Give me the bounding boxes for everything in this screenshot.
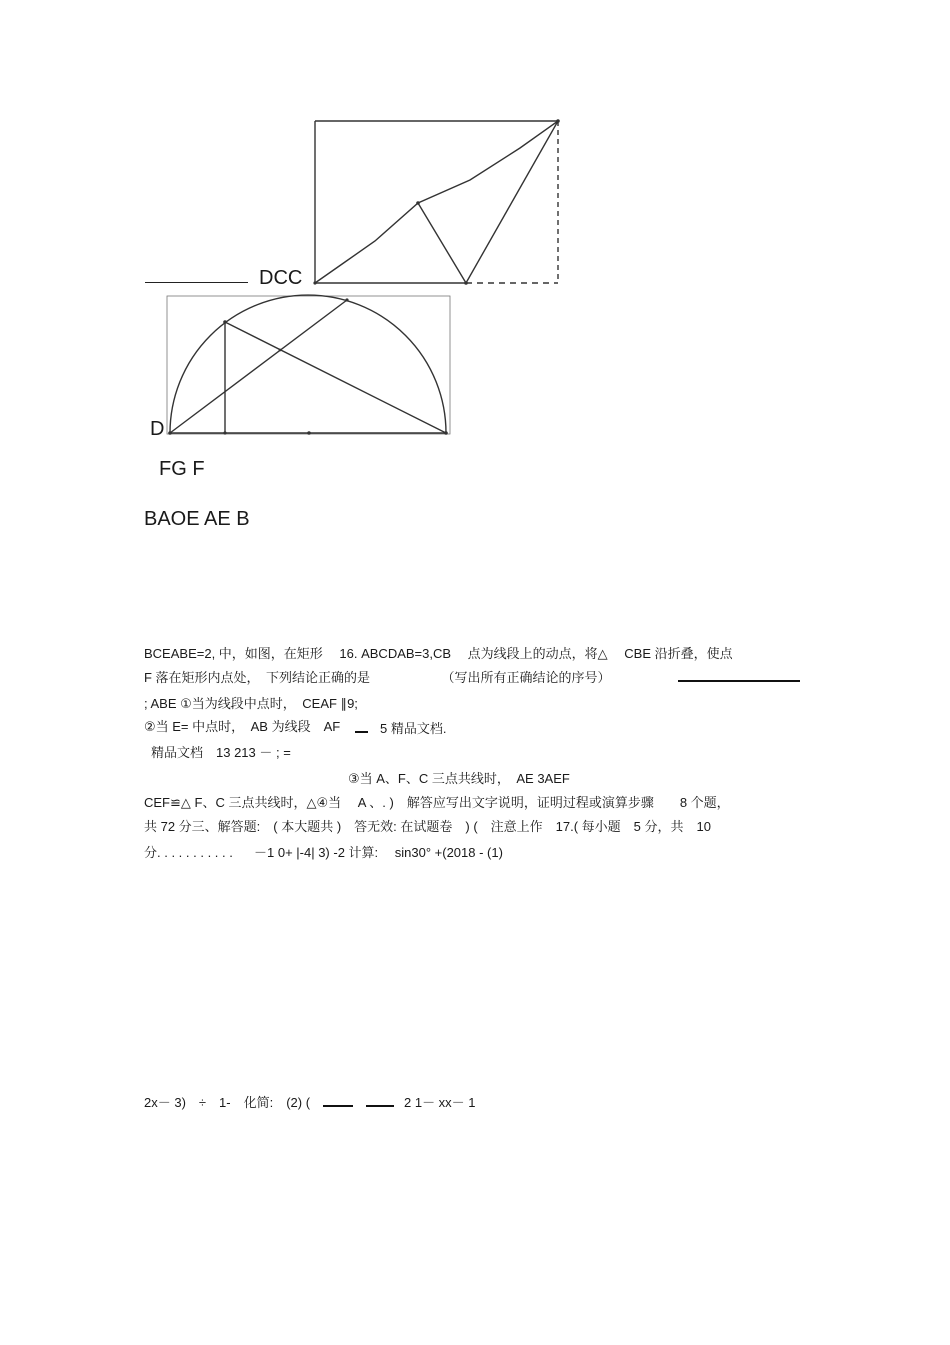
simplify-part2: 2 1－ xx－ 1 <box>404 1095 476 1110</box>
problem16-line2: F 落在矩形内点处， 下列结论正确的是 （写出所有正确结论的序号） <box>144 670 611 685</box>
problem16-line7: CEF≌△ F、C 三点共线时，△④当 A 、. ) 解答应写出文字说明，证明过程或演算步骤 8 个题， <box>144 795 730 810</box>
problem16-line3: ; ABE ①当为线段中点时， CEAF ∥9; <box>144 696 358 711</box>
problem16-line1: BCEABE=2, 中，如图，在矩形 16. ABCDAB=3,CB 点为线段上的动点，将△ CBE 沿折叠，使点 <box>144 646 733 661</box>
problem16-line6: ③当 A、F、C 三点共线时， AE 3AEF <box>348 771 570 786</box>
problem16-line8: 共 72 分三、解答题: ( 本大题共 ) 答无效: 在试题卷 ) ( 注意上作 17.( 每小题 5 分，共 10 <box>144 819 711 834</box>
answer-blank-line <box>678 680 800 682</box>
simplify-part1: 2x－ 3) ÷ 1- 化简: (2) ( <box>144 1095 311 1110</box>
fraction-bar <box>323 1105 353 1107</box>
label-baoe: BAOE AE B <box>144 508 250 530</box>
problem16-line5: 精品文档 13 213 － ; = <box>151 745 291 760</box>
fraction-bar <box>366 1105 394 1107</box>
label-fgf: FG F <box>159 458 205 480</box>
problem16-line4a: ②当 E= 中点时， AB 为线段 AF <box>144 719 341 734</box>
problem16-line4b: 5 精品文档. <box>380 721 447 736</box>
problem16-line9b: －1 0+ |-4| 3) -2 计算: sin30° +(2018 - (1) <box>254 845 503 860</box>
problem16-line9a: 分. . . . . . . . . . . <box>144 845 233 860</box>
label-dcc: DCC <box>259 267 303 289</box>
fraction-bar <box>355 731 368 733</box>
answer-blank-line <box>145 282 248 283</box>
label-d: D <box>150 418 165 440</box>
